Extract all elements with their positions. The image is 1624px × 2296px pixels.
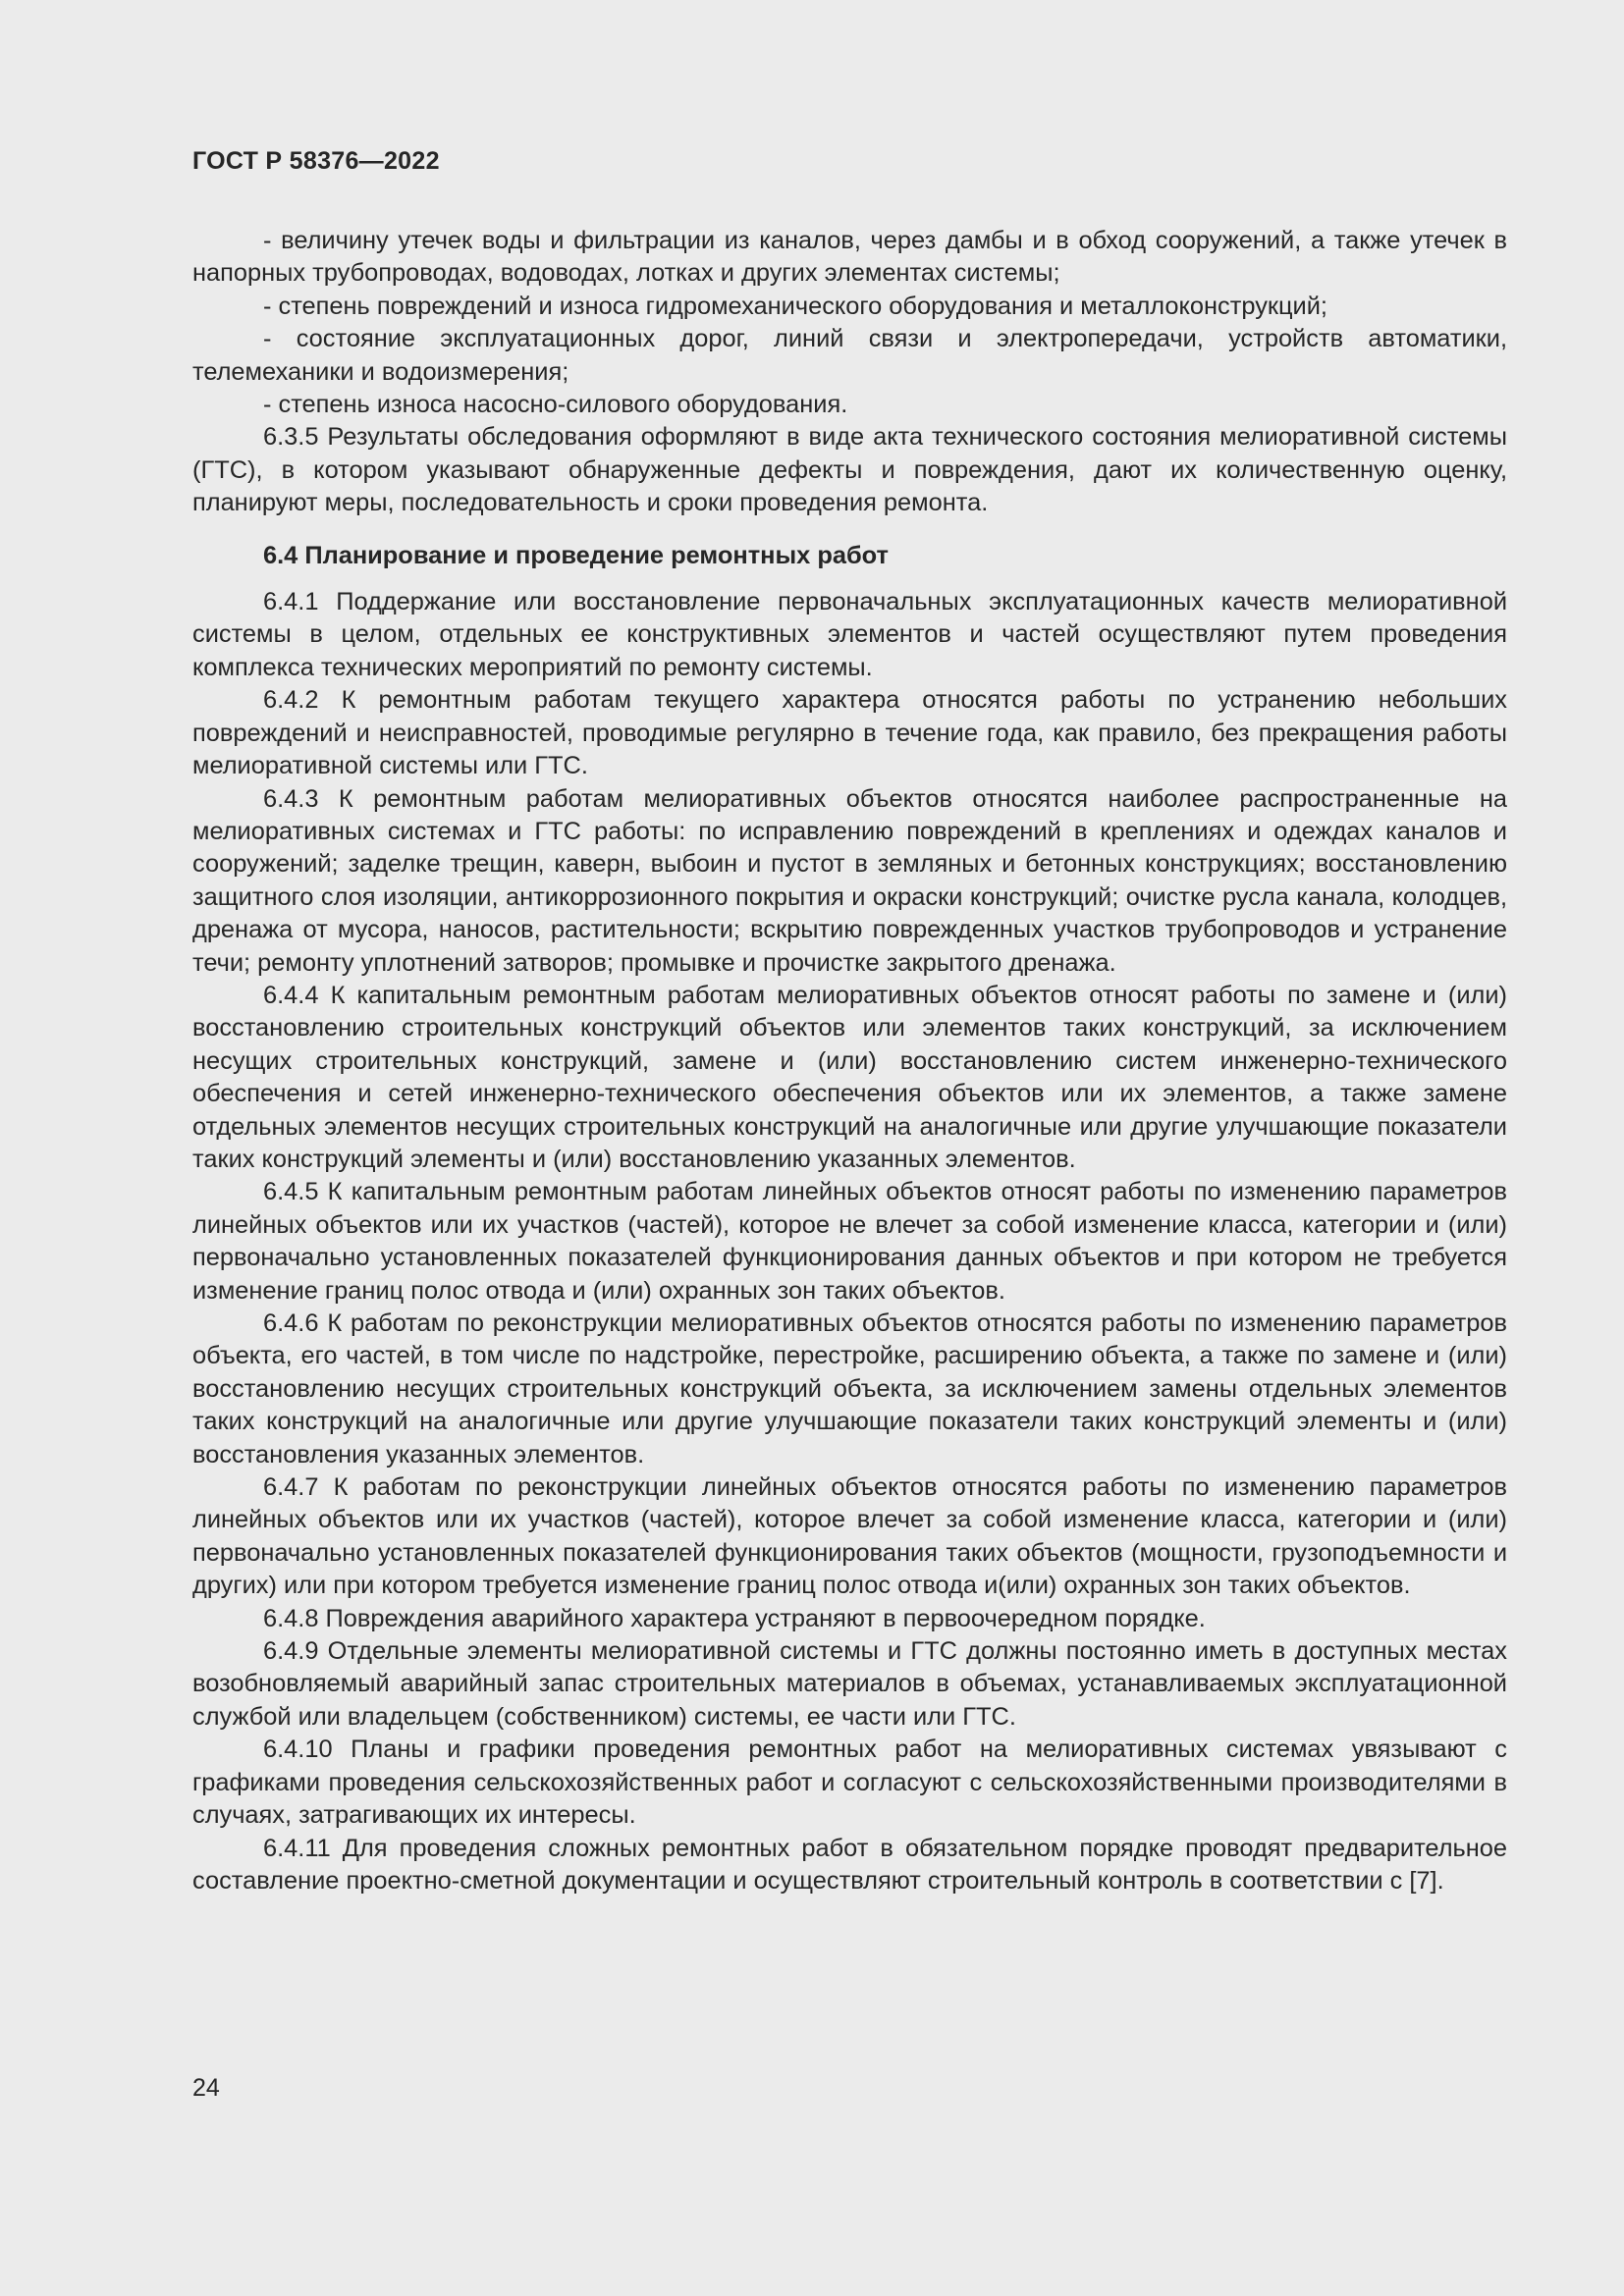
list-item: - степень износа насосно-силового оборудования. [263, 391, 848, 419]
paragraph-6-3-5: 6.3.5 Результаты обследования оформляют в виде акта технического состояния мелиоративной системы (ГТС), в котором указывают обнаруженные дефекты и повреждения, дают их количественную оценку, планируют меры, последовательность и сроки проведения ремонта. [192, 423, 1507, 517]
paragraph-6-4-11: 6.4.11 Для проведения сложных ремонтных работ в обязательном порядке проводят предварительное составление проектно-сметной документации и осуществляют строительный контроль в соответствии с [7]. [192, 1834, 1507, 1895]
paragraph-6-4-2: 6.4.2 К ремонтным работам текущего характера относятся работы по устранению небольших повреждений и неисправностей, проводимые регулярно в течение года, как правило, без прекращения работы мелиоративной системы или ГТС. [192, 686, 1507, 780]
list-item: - степень повреждений и износа гидромеханического оборудования и металлоконструкций; [263, 292, 1327, 320]
paragraph-6-4-4: 6.4.4 К капитальным ремонтным работам мелиоративных объектов относят работы по замене и (или) восстановлению строительных конструкций объектов или элементов таких конструкций, за исключением несущих строительных конструкций, замене и (или) восстановлению систем инженерно-технического обеспечения и сетей инженерно-технического обеспечения объектов или их элементов, а также замене отдельных элементов несущих строительных конструкций на аналогичные или другие улучшающие показатели таких конструкций элементы и (или) восстановлению указанных элементов. [192, 981, 1507, 1173]
list-item: - состояние эксплуатационных дорог, линий связи и электропередачи, устройств автоматики, телемеханики и водоизмерения; [192, 325, 1507, 386]
paragraph-6-4-8: 6.4.8 Повреждения аварийного характера устраняют в первоочередном порядке. [263, 1604, 1206, 1632]
paragraph-6-4-7: 6.4.7 К работам по реконструкции линейных объектов относятся работы по изменению параметров линейных объектов или их участков (частей), которое влечет за собой изменение класса, категории и (или) первоначально установленных показателей функционирования таких объектов (мощности, грузоподъемности и других) или при котором требуется изменение границ полос отвода и(или) охранных зон таких объектов. [192, 1473, 1507, 1600]
page-content [192, 225, 1507, 1897]
paragraph-6-4-10: 6.4.10 Планы и графики проведения ремонтных работ на мелиоративных системах увязывают с графиками проведения сельскохозяйственных работ и согласуют с сельскохозяйственными производителями в случаях, затрагивающих их интересы. [192, 1735, 1507, 1830]
paragraph-6-4-9: 6.4.9 Отдельные элементы мелиоративной системы и ГТС должны постоянно иметь в доступных местах возобновляемый аварийный запас строительных материалов в объемах, устанавливаемых эксплуатационной службой или владельцем (собственником) системы, ее части или ГТС. [192, 1637, 1507, 1731]
page-number: 24 [192, 2074, 220, 2102]
document-header: ГОСТ Р 58376—2022 [192, 147, 440, 175]
paragraph-6-4-1: 6.4.1 Поддержание или восстановление первоначальных эксплуатационных качеств мелиоративной системы в целом, отдельных ее конструктивных элементов и частей осуществляют путем проведения комплекса технических мероприятий по ремонту системы. [192, 588, 1507, 681]
list-item: - величину утечек воды и фильтрации из каналов, через дамбы и в обход сооружений, а также утечек в напорных трубопроводах, водоводах, лотках и других элементах системы; [192, 227, 1507, 288]
paragraph-6-4-5: 6.4.5 К капитальным ремонтным работам линейных объектов относят работы по изменению параметров линейных объектов или их участков (частей), которое не влечет за собой изменение класса, категории и (или) первоначально установленных показателей функционирования данных объектов и при котором не требуется изменение границ полос отвода и (или) охранных зон таких объектов. [192, 1178, 1507, 1305]
paragraph-6-4-3: 6.4.3 К ремонтным работам мелиоративных объектов относятся наиболее распространенные на мелиоративных системах и ГТС работы: по исправлению повреждений в креплениях и одеждах каналов и сооружений; заделке трещин, каверн, выбоин и пустот в земляных и бетонных конструкциях; восстановлению защитного слоя изоляции, антикоррозионного покрытия и окраски конструкций; очистке русла канала, колодцев, дренажа от мусора, наносов, растительности; вскрытию поврежденных участков трубопроводов и устранение течи; ремонту уплотнений затворов; промывке и прочистке закрытого дренажа. [192, 784, 1507, 977]
paragraph-6-4-6: 6.4.6 К работам по реконструкции мелиоративных объектов относятся работы по изменению параметров объекта, его частей, в том числе по надстройке, перестройке, расширению объекта, а также по замене и (или) восстановлению несущих строительных конструкций объекта, за исключением замены отдельных элементов таких конструкций на аналогичные или другие улучшающие показатели таких конструкций элементы и (или) восстановления указанных элементов. [192, 1309, 1507, 1468]
section-heading: 6.4 Планирование и проведение ремонтных работ [263, 541, 889, 569]
